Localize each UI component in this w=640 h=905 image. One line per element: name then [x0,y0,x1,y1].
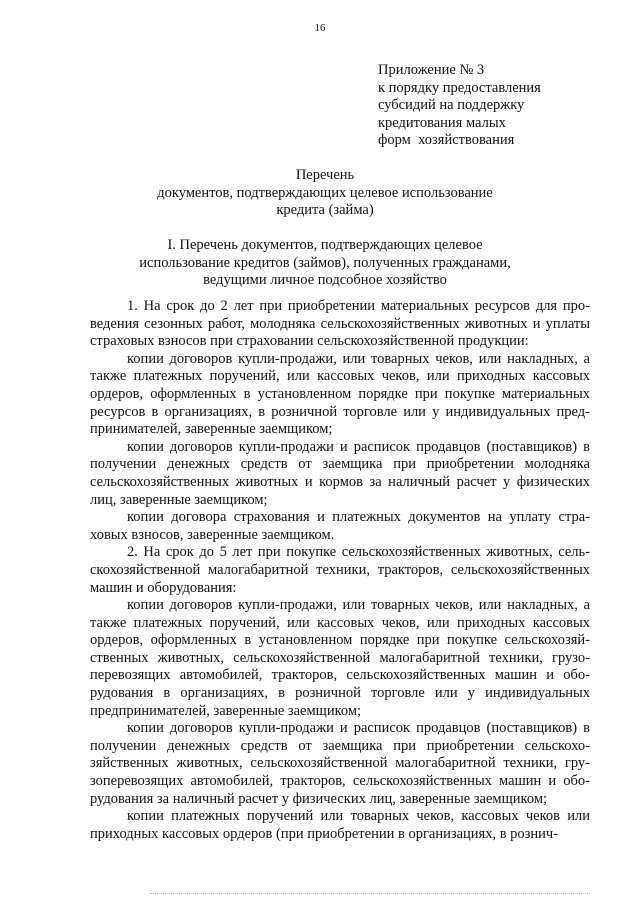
paragraph: копии договора страхования и платежных документов на уплату страховых взносов, заверенные заемщиком. [90,509,590,543]
body-text [90,298,590,843]
appendix-line: субсидий на поддержку [378,97,525,113]
title-line: кредита (займа) [276,202,374,218]
appendix-header [378,62,541,150]
paragraph: копии договоров купли-продажи и расписок продавцов (поставщиков) в получении денежных средств от заемщика при приобретении молодняка сельскохозяйственных животных и кормов за наличный расчет у физических лиц, заверенные заемщиком; [90,438,590,508]
paragraph: копии платежных поручений или товарных чеков, кассовых чеков или приходных кассовых ордеров (при приобретении в организациях, в рознич- [90,808,590,842]
paragraph: копии договоров купли-продажи, или товарных чеков, или накладных, а также платежных поручений, или кассовых чеков, или приходных кассовых ордеров, оформленных в установленном порядке при покупке материальных ресурсов в организациях, в розничной торговле или у индивидуальных предпринимателей, заверенные заемщиком; [90,350,590,438]
scan-edge-marks [150,893,590,898]
section-heading [60,237,590,290]
section-line: ведущими личное подсобное хозяйство [203,272,447,288]
appendix-line: Приложение № 3 [378,62,485,78]
title-line: документов, подтверждающих целевое использование [157,184,493,201]
section-line: I. Перечень документов, подтверждающих целевое [167,237,483,253]
page-number: 16 [314,22,326,34]
document-title [60,167,590,220]
title-line: Перечень [295,167,355,183]
paragraph: копии договоров купли-продажи и расписок продавцов (поставщиков) в получении денежных средств от заемщика при приобретении сельскохозяйственных животных, сельскохозяйственной малогабаритной техники, грузоперевозящих автомобилей, тракторов, сельскохозяйственных машин и оборудования за наличный расчет у физических лиц, заверенные заемщиком; [90,720,590,807]
appendix-line: форм хозяйствования [378,132,515,148]
paragraph: копии договоров купли-продажи, или товарных чеков, или накладных, а также платежных поручений, или кассовых чеков, или приходных кассовых ордеров, оформленных в установленном порядке при покупке сельскохозяйственных животных, сельскохозяйственной малогабаритной техники, грузоперевозящих автомобилей, тракторов, сельскохозяйственных машин и оборудования в организациях, в розничной торговле или у индивидуальных предпринимателей, заверенные заемщиком; [90,597,590,719]
section-line: использование кредитов (займов), полученных гражданами, [139,254,511,271]
appendix-line: к порядку предоставления [378,79,541,96]
appendix-line: кредитования малых [378,114,506,131]
paragraph: 2. На срок до 5 лет при покупке сельскохозяйственных животных, сельскохозяйственной малогабаритной техники, тракторов, сельскохозяйственных машин и оборудования: [90,544,590,596]
paragraph: 1. На срок до 2 лет при приобретении материальных ресурсов для проведения сезонных работ, молодняка сельскохозяйственных животных и уплаты страховых взносов при страховании сельскохозяйственной продукции: [90,298,590,350]
